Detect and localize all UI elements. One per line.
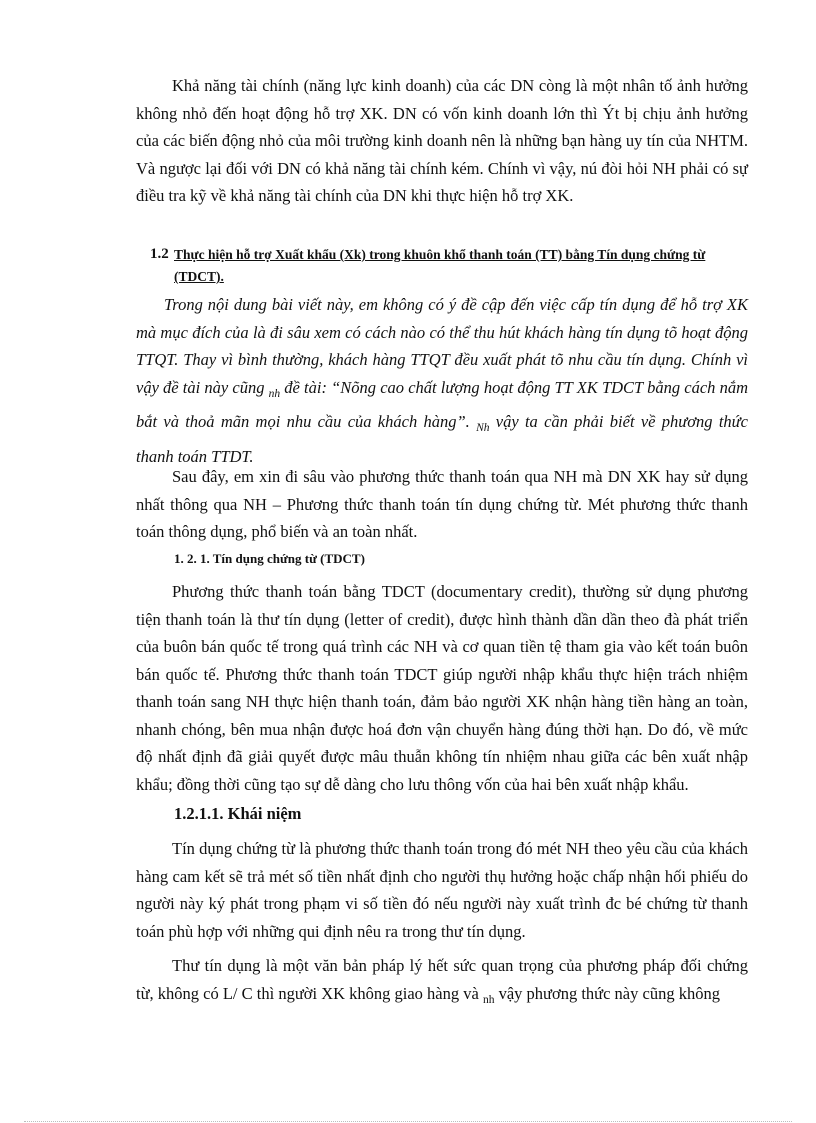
concept-heading: 1.2.1.1. Khái niệm (174, 804, 302, 823)
paragraph-concept-definition: Tín dụng chứng từ là phương thức thanh toán trong đó mét NH theo yêu cầu của khách hàng cam kết sẽ trả mét số tiền nhất định cho người thụ hưởng hoặc chấp nhận hối phiếu do người này ký phát trong phạm vi số tiền đó nếu người này xuất trình đc bé chứng từ thanh toán phù hợp với những qui định nêu ra trong thư tín dụng. (136, 839, 748, 941)
subsection-heading: 1. 2. 1. Tín dụng chứng từ (TDCT) (174, 551, 365, 566)
section-number: 1.2 (150, 246, 169, 262)
paragraph-letter-of-credit (136, 952, 748, 1014)
nh-subscript: nh (482, 993, 495, 1006)
paragraph-documentary-credit: Phương thức thanh toán bằng TDCT (documentary credit), thường sử dụng phương tiện thanh toán là thư tín dụng (letter of credit), được hình thành dần dần theo đà phát triển của buôn bán quốc tế trong quá trình các NH và cơ quan tiền tệ tham gia vào kết toán buôn bán quốc tế. Phương thức thanh toán TDCT giúp người nhập khẩu thực hiện trách nhiệm thanh toán sang NH thực hiện thanh toán, đảm bảo người XK nhận hàng tiền hàng an toàn, nhanh chóng, bên mua nhận được hoá đơn vận chuyển hàng đúng thời hạn. Do đó, về mức độ nhất định đã giải quyết được mâu thuẫn không tín nhiệm nhau giữa các bên xuất nhập khẩu; đồng thời cũng tạo sự dễ dàng cho lưu thông vốn của hai bên xuất nhập khẩu. (136, 582, 748, 794)
page-bottom-rule (24, 1121, 792, 1122)
paragraph-payment-method-intro: Sau đây, em xin đi sâu vào phương thức thanh toán qua NH mà DN XK hay sử dụng nhất thông qua NH – Phương thức thanh toán tín dụng chứng từ. Mét phương thức thanh toán thông dụng, phổ biến và an toàn nhất. (136, 467, 748, 541)
section-heading: Thực hiện hỗ trợ Xuất khẩu (Xk) trong khuôn khổ thanh toán (TT) bằng Tín dụng chứng từ (TDCT). (174, 247, 706, 284)
lc-text-b: vậy phương thức này cũng không (498, 983, 720, 1003)
italic-text-c: vậy ta cần phải biết về phương thức thanh toán TTDT. (136, 412, 748, 466)
nh-subscript: Nh (476, 422, 490, 434)
lc-text-a: Thư tín dụng là một văn bản pháp lý hết sức quan trọng của phương pháp đối chứng từ, không có L/ C thì người XK không giao hàng và (136, 956, 748, 1003)
italic-text-a: Trong nội dung bài viết này, em không có ý đề cập đến việc cấp tín dụng để hỗ trợ XK mà mục đích của là đi sâu xem có cách nào có thể thu hút khách hàng tín dụng tõ hoạt động TTQT. Thay vì bình thường, khách hàng TTQT đều xuất phát tõ nhu cầu tín dụng. Chính vì vậy đề tài này cũng (136, 295, 748, 397)
nh-subscript: nh (268, 387, 281, 400)
italic-text-b: đề tài: “Nõng cao chất lượng hoạt động TT XK TDCT bằng cách nắm bắt và thoả mãn mọi nhu cầu của khách hàng”. (136, 377, 748, 431)
paragraph-financial-capacity: Khả năng tài chính (năng lực kinh doanh) của các DN còng là một nhân tố ảnh hưởng không nhỏ đến hoạt động hỗ trợ XK. DN có vốn kinh doanh lớn thì Ýt bị chịu ảnh hưởng của các biến động nhỏ của môi trường kinh doanh nên là những bạn hàng uy tín của NHTM. Và ngược lại đối với DN có khả năng tài chính kém. Chính vì vậy, nú đòi hỏi NH phải có sự điều tra kỹ về khả năng tài chính của DN khi thực hiện hỗ trợ XK. (136, 76, 748, 205)
italic-intro-paragraph (136, 291, 748, 470)
